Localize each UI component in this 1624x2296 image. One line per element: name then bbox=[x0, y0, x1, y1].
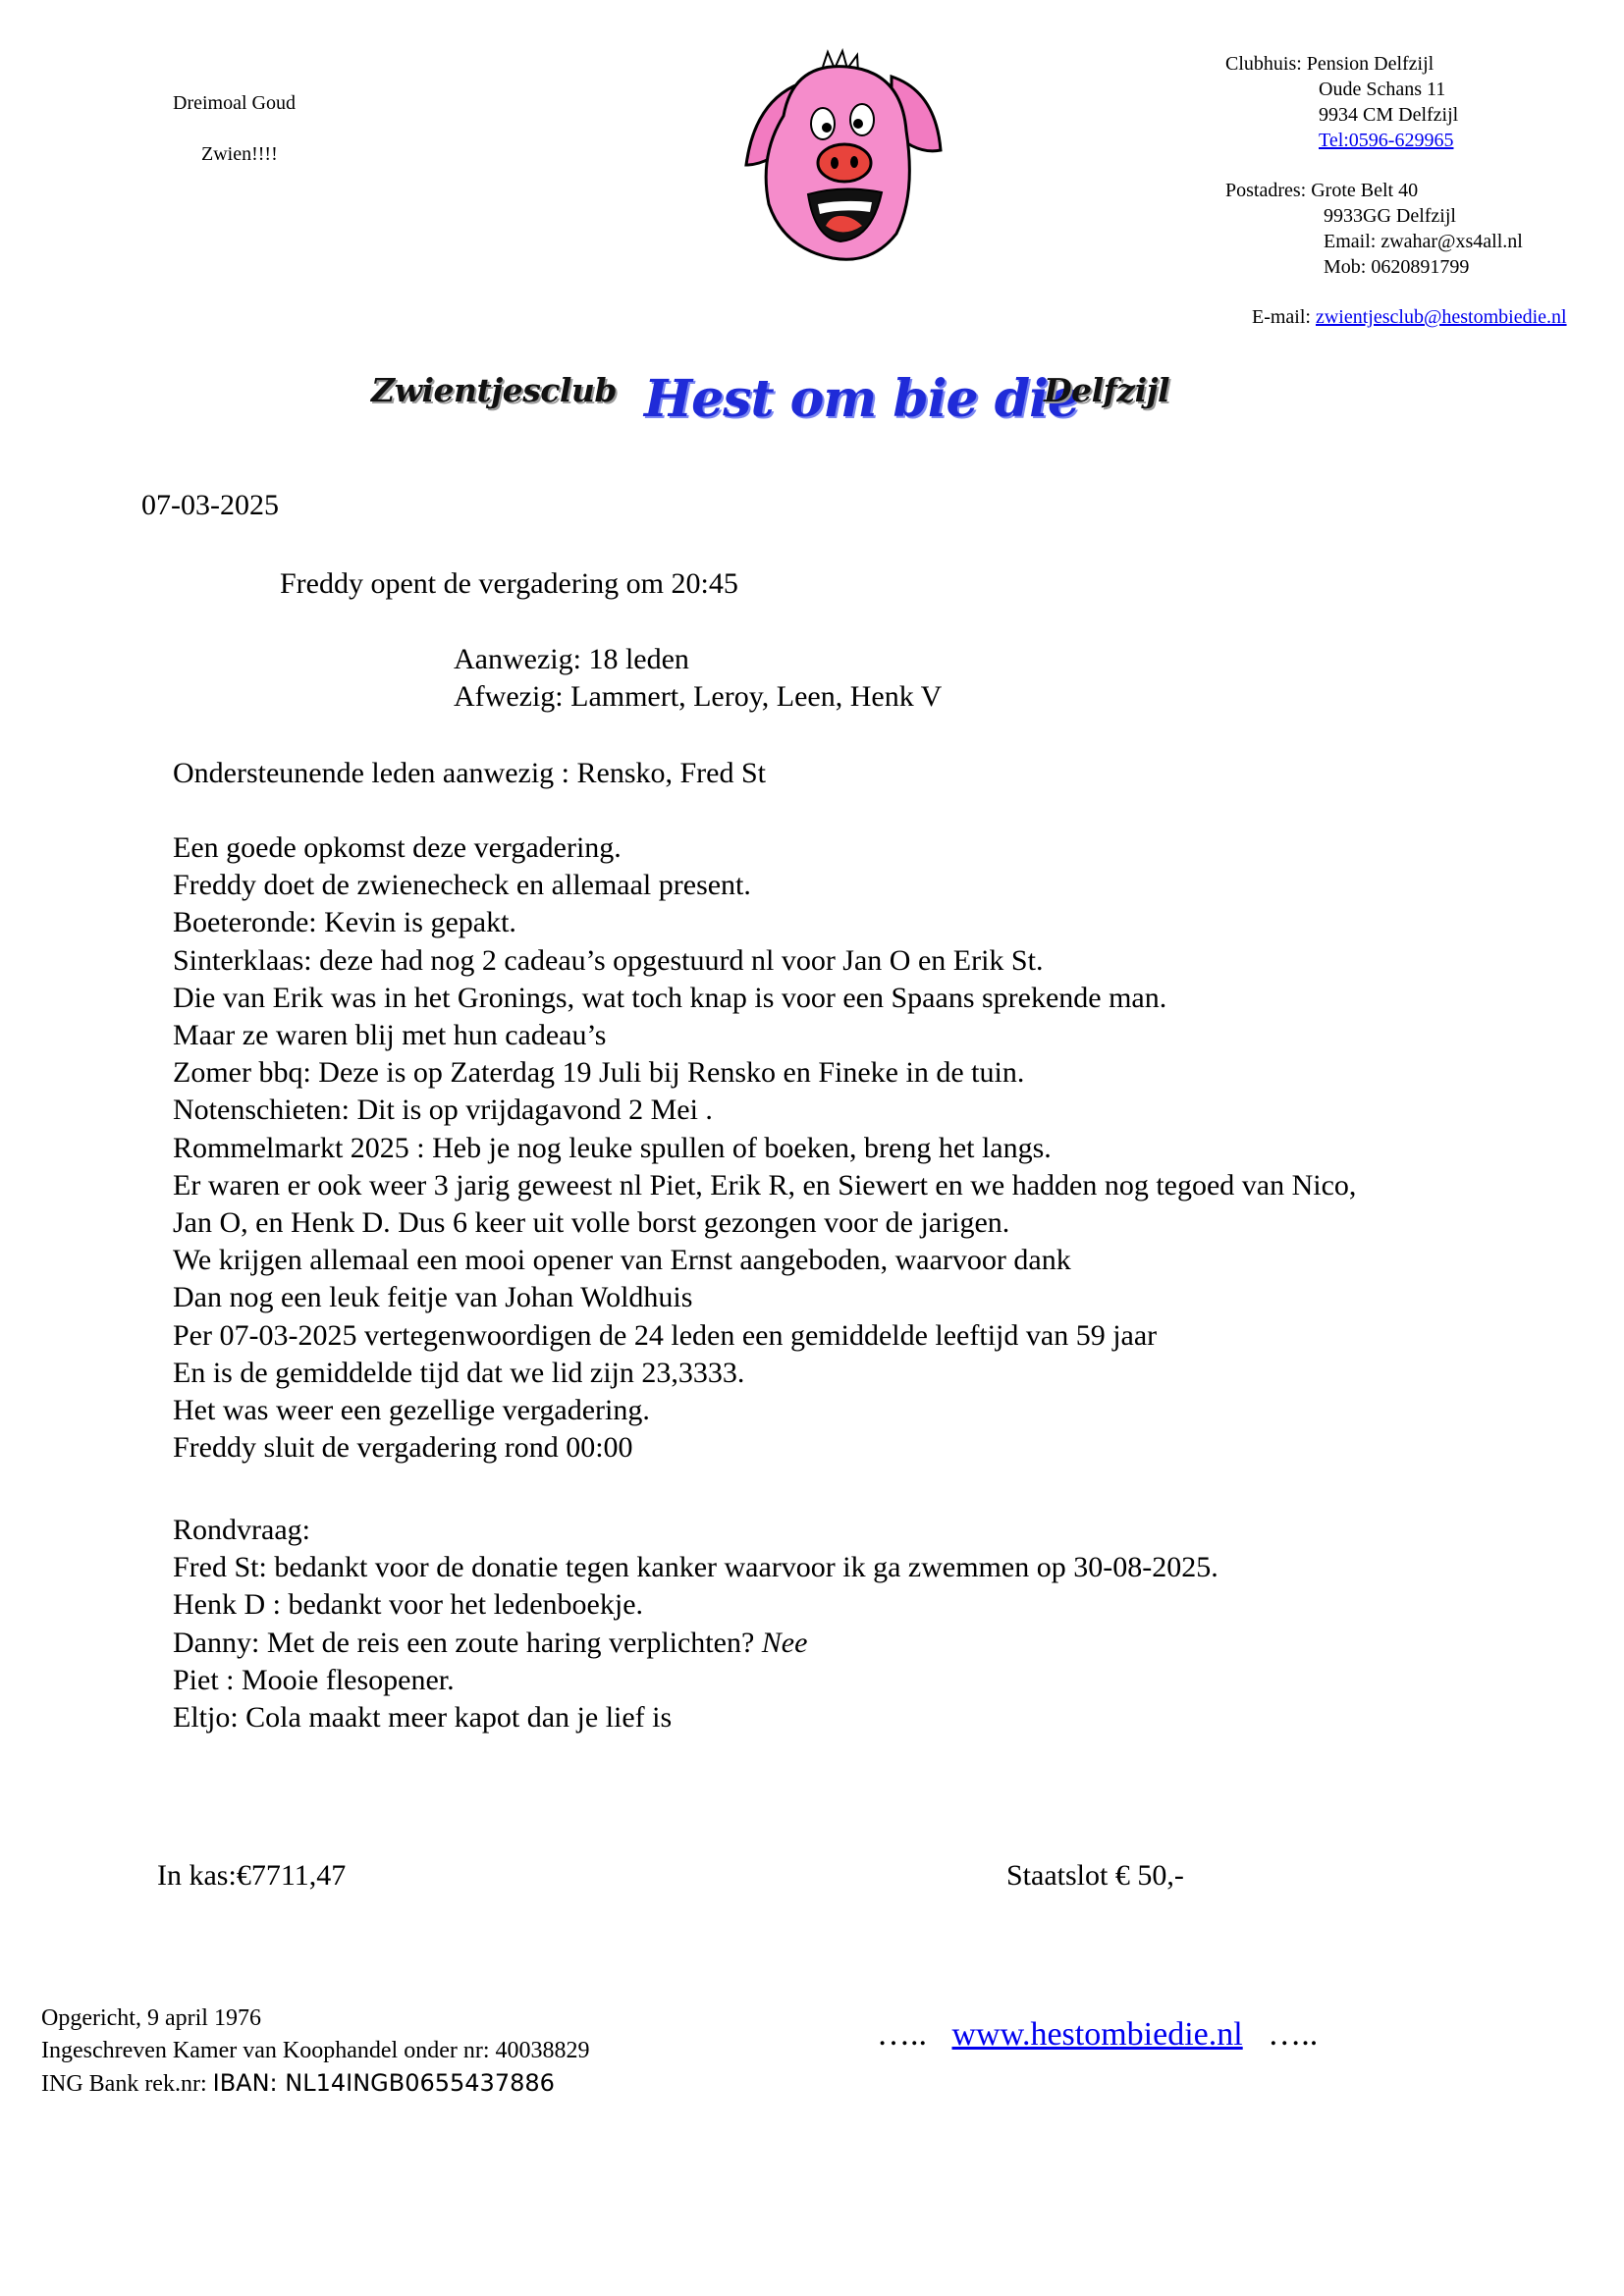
email-line bbox=[1252, 304, 1567, 330]
minutes-line: Dan nog een leuk feitje van Johan Woldhuis bbox=[173, 1281, 693, 1314]
postadres-email: Email: zwahar@xs4all.nl bbox=[1324, 231, 1523, 252]
minutes-line: We krijgen allemaal een mooi opener van Ernst aangeboden, waarvoor dank bbox=[173, 1244, 1071, 1277]
rondvraag-section bbox=[173, 1512, 1218, 1736]
clubhuis-block bbox=[1225, 51, 1434, 77]
minutes-line: En is de gemiddelde tijd dat we lid zijn 23,3333. bbox=[173, 1356, 745, 1389]
minutes-list bbox=[173, 829, 1356, 1467]
rondvraag-item: Eltjo: Cola maakt meer kapot dan je lief is bbox=[173, 1701, 673, 1735]
cash-balance: In kas:€7711,47 bbox=[157, 1859, 347, 1892]
clubhuis-street: Oude Schans 11 bbox=[1319, 79, 1446, 100]
staatslot: Staatslot € 50,- bbox=[1006, 1859, 1184, 1892]
minutes-line: Maar ze waren blij met hun cadeau’s bbox=[173, 1019, 607, 1052]
danny-question: Danny: Met de reis een zoute haring verplichten? bbox=[173, 1626, 762, 1659]
meeting-date: 07-03-2025 bbox=[141, 489, 279, 521]
danny-answer: Nee bbox=[761, 1626, 808, 1659]
minutes-line: Het was weer een gezellige vergadering. bbox=[173, 1394, 650, 1427]
postadres-block bbox=[1225, 178, 1418, 203]
minutes-line: Rommelmarkt 2025 : Heb je nog leuke spullen of boeken, breng het langs. bbox=[173, 1131, 1052, 1164]
email-label: E-mail: bbox=[1252, 306, 1311, 328]
bank-line bbox=[41, 2067, 590, 2101]
minutes-line: Er waren er ook weer 3 jarig geweest nl Piet, Erik R, en Siewert en we hadden nog tegoed van Nico, bbox=[173, 1168, 1357, 1201]
rondvraag-item: Henk D : bedankt voor het ledenboekje. bbox=[173, 1588, 644, 1622]
banner-zwientjesclub: Zwientjesclub bbox=[371, 371, 617, 409]
attendance-absent: Afwezig: Lammert, Leroy, Leen, Henk V bbox=[454, 680, 943, 713]
footer-left bbox=[41, 2002, 590, 2101]
clubhuis-label: Clubhuis: bbox=[1225, 53, 1302, 75]
minutes-line: Notenschieten: Dit is op vrijdagavond 2 Mei . bbox=[173, 1094, 713, 1127]
minutes-line: Sinterklaas: deze had nog 2 cadeau’s opgestuurd nl voor Jan O en Erik St. bbox=[173, 943, 1044, 977]
clubhuis-phone-link[interactable]: Tel:0596-629965 bbox=[1319, 130, 1454, 151]
founded-line: Opgericht, 9 april 1976 bbox=[41, 2005, 261, 2031]
opening-line: Freddy opent de vergadering om 20:45 bbox=[280, 567, 738, 600]
club-email-link[interactable]: zwientjesclub@hestombiedie.nl bbox=[1315, 306, 1567, 328]
minutes-line: Zomer bbq: Deze is op Zaterdag 19 Juli bij Rensko en Fineke in de tuin. bbox=[173, 1056, 1025, 1090]
rondvraag-item-danny bbox=[173, 1625, 1218, 1662]
rondvraag-item: Fred St: bedankt voor de donatie tegen kanker waarvoor ik ga zwemmen op 30-08-2025. bbox=[173, 1551, 1218, 1584]
attendance-present: Aanwezig: 18 leden bbox=[454, 643, 689, 675]
website-footer bbox=[877, 2016, 1318, 2054]
minutes-line: Een goede opkomst deze vergadering. bbox=[173, 831, 622, 864]
iban-value: IBAN: NL14INGB0655437886 bbox=[212, 2069, 555, 2097]
minutes-line: Per 07-03-2025 vertegenwoordigen de 24 leden een gemiddelde leeftijd van 59 jaar bbox=[173, 1318, 1158, 1352]
pink-pig-logo-icon bbox=[725, 47, 950, 268]
bank-label: ING Bank rek.nr: bbox=[41, 2071, 213, 2097]
postadres-street: Grote Belt 40 bbox=[1311, 180, 1419, 201]
clubhuis-name: Pension Delfzijl bbox=[1306, 53, 1435, 75]
minutes-line: Freddy doet de zwienecheck en allemaal present. bbox=[173, 869, 751, 902]
postadres-mobile: Mob: 0620891799 bbox=[1324, 256, 1470, 278]
banner-delfzijl: Delfzijl bbox=[1044, 371, 1170, 409]
website-link[interactable]: www.hestombiedie.nl bbox=[951, 2016, 1243, 2053]
motto-line-2: Zwien!!!! bbox=[201, 143, 278, 165]
kvk-line: Ingeschreven Kamer van Koophandel onder nr: 40038829 bbox=[41, 2038, 590, 2063]
banner-club-name: Hest om bie die bbox=[644, 369, 1079, 429]
minutes-line: Boeteronde: Kevin is gepakt. bbox=[173, 906, 516, 939]
postadres-label: Postadres: bbox=[1225, 180, 1307, 201]
dots-left: ….. bbox=[877, 2016, 927, 2053]
minutes-line: Die van Erik was in het Gronings, wat toch knap is voor een Spaans sprekende man. bbox=[173, 981, 1167, 1014]
postadres-city: 9933GG Delfzijl bbox=[1324, 205, 1456, 227]
clubhuis-city: 9934 CM Delfzijl bbox=[1319, 104, 1459, 126]
minutes-line: Jan O, en Henk D. Dus 6 keer uit volle borst gezongen voor de jarigen. bbox=[173, 1206, 1010, 1240]
supporting-members: Ondersteunende leden aanwezig : Rensko, Fred St bbox=[173, 757, 766, 789]
rondvraag-title: Rondvraag: bbox=[173, 1514, 310, 1546]
motto-line-1: Dreimoal Goud bbox=[173, 92, 296, 114]
minutes-line: Freddy sluit de vergadering rond 00:00 bbox=[173, 1431, 633, 1465]
rondvraag-item: Piet : Mooie flesopener. bbox=[173, 1663, 455, 1696]
dots-right: ….. bbox=[1268, 2016, 1319, 2053]
